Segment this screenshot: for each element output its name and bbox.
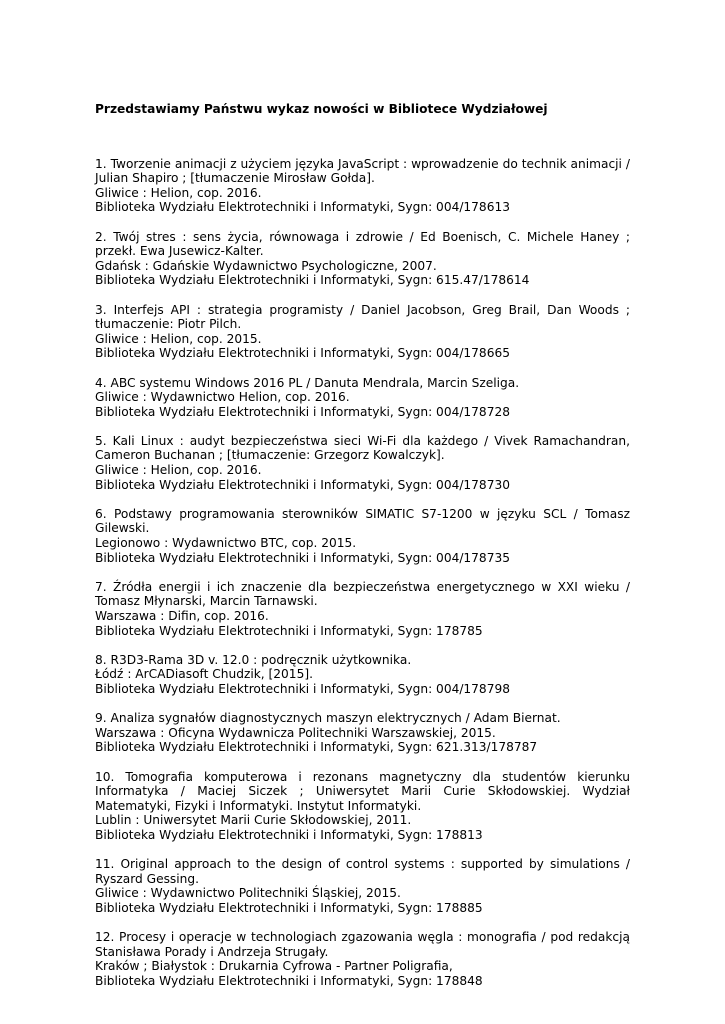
- entry-location: Biblioteka Wydziału Elektrotechniki i Informatyki, Sygn: 004/178730: [95, 477, 510, 492]
- document-page: [95, 102, 630, 1003]
- entry-location: Biblioteka Wydziału Elektrotechniki i Informatyki, Sygn: 178848: [95, 973, 483, 988]
- entry-publication: Gliwice : Wydawnictwo Politechniki Śląskiej, 2015.: [95, 886, 401, 901]
- entry-publication: Łódź : ArCADiasoft Chudzik, [2015].: [95, 667, 313, 682]
- entry-description: 8. R3D3-Rama 3D v. 12.0 : podręcznik użytkownika.: [95, 652, 412, 667]
- entry-location: Biblioteka Wydziału Elektrotechniki i Informatyki, Sygn: 178813: [95, 827, 483, 842]
- entry-publication: Legionowo : Wydawnictwo BTC, cop. 2015.: [95, 536, 357, 551]
- entry-location: Biblioteka Wydziału Elektrotechniki i Informatyki, Sygn: 004/178798: [95, 681, 510, 696]
- entry-description: 4. ABC systemu Windows 2016 PL / Danuta Mendrala, Marcin Szeliga.: [95, 375, 520, 390]
- entry-publication: Warszawa : Oficyna Wydawnicza Politechniki Warszawskiej, 2015.: [95, 725, 496, 740]
- list-item: [95, 157, 630, 215]
- entry-description: 2. Twój stres : sens życia, równowaga i zdrowie / Ed Boenisch, C. Michele Haney ; przekł. Ewa Jusewicz-Kalter.: [95, 229, 630, 259]
- list-item: [95, 711, 630, 755]
- list-item: [95, 434, 630, 492]
- entry-publication: Kraków ; Białystok : Drukarnia Cyfrowa - Partner Poligrafia,: [95, 959, 453, 974]
- entry-description: 9. Analiza sygnałów diagnostycznych maszyn elektrycznych / Adam Biernat.: [95, 711, 561, 726]
- entry-description: 5. Kali Linux : audyt bezpieczeństwa sieci Wi-Fi dla każdego / Vivek Ramachandran, Cameron Buchanan ; [tłumaczenie: Grzegorz Kowalczyk].: [95, 433, 630, 463]
- list-item: [95, 653, 630, 697]
- entry-location: Biblioteka Wydziału Elektrotechniki i Informatyki, Sygn: 178885: [95, 900, 483, 915]
- entry-description: 1. Tworzenie animacji z użyciem języka JavaScript : wprowadzenie do technik animacji / Julian Shapiro ; [tłumaczenie Mirosław Gołda].: [95, 156, 630, 186]
- entry-location: Biblioteka Wydziału Elektrotechniki i Informatyki, Sygn: 004/178613: [95, 200, 510, 215]
- entry-location: Biblioteka Wydziału Elektrotechniki i Informatyki, Sygn: 004/178665: [95, 346, 510, 361]
- entry-description: 12. Procesy i operacje w technologiach zgazowania węgla : monografia / pod redakcją Stanisława Porady i Andrzeja Strugały.: [95, 930, 630, 959]
- page-heading: Przedstawiamy Państwu wykaz nowości w Bibliotece Wydziałowej: [95, 102, 548, 116]
- entry-publication: Warszawa : Difin, cop. 2016.: [95, 609, 269, 623]
- entry-description: 6. Podstawy programowania sterowników SIMATIC S7-1200 w języku SCL / Tomasz Gilewski.: [95, 506, 630, 536]
- entry-location: Biblioteka Wydziału Elektrotechniki i Informatyki, Sygn: 178785: [95, 623, 483, 638]
- list-item: [95, 376, 630, 420]
- entry-location: Biblioteka Wydziału Elektrotechniki i Informatyki, Sygn: 621.313/178787: [95, 740, 538, 755]
- entry-description: 3. Interfejs API : strategia programisty / Daniel Jacobson, Greg Brail, Dan Woods ; tłumaczenie: Piotr Pilch.: [95, 302, 630, 332]
- entry-description: 10. Tomografia komputerowa i rezonans magnetyczny dla studentów kierunku Informatyka / Maciej Siczek ; Uniwersytet Marii Curie Skłodowskiej. Wydział Matematyki, Fizyki i Informatyki. Instytut Informatyki.: [95, 769, 630, 813]
- entry-publication: Gliwice : Wydawnictwo Helion, cop. 2016.: [95, 390, 350, 405]
- entry-location: Biblioteka Wydziału Elektrotechniki i Informatyki, Sygn: 004/178728: [95, 404, 510, 419]
- entry-description: 7. Źródła energii i ich znaczenie dla bezpieczeństwa energetycznego w XXI wieku / Tomasz Młynarski, Marcin Tarnawski.: [95, 579, 630, 609]
- list-item: [95, 770, 630, 843]
- entry-location: Biblioteka Wydziału Elektrotechniki i Informatyki, Sygn: 004/178735: [95, 550, 510, 565]
- entry-publication: Gliwice : Helion, cop. 2015.: [95, 331, 262, 346]
- entry-publication: Gliwice : Helion, cop. 2016.: [95, 185, 262, 200]
- entry-description: 11. Original approach to the design of control systems : supported by simulations / Ryszard Gessing.: [95, 857, 630, 886]
- list-item: [95, 857, 630, 915]
- entry-publication: Gliwice : Helion, cop. 2016.: [95, 463, 262, 478]
- list-item: [95, 230, 630, 288]
- list-item: [95, 580, 630, 638]
- entry-publication: Lublin : Uniwersytet Marii Curie Skłodowskiej, 2011.: [95, 813, 412, 828]
- list-item: [95, 507, 630, 565]
- entry-publication: Gdańsk : Gdańskie Wydawnictwo Psychologiczne, 2007.: [95, 258, 437, 273]
- list-item: [95, 930, 630, 988]
- list-item: [95, 303, 630, 361]
- entry-location: Biblioteka Wydziału Elektrotechniki i Informatyki, Sygn: 615.47/178614: [95, 273, 530, 288]
